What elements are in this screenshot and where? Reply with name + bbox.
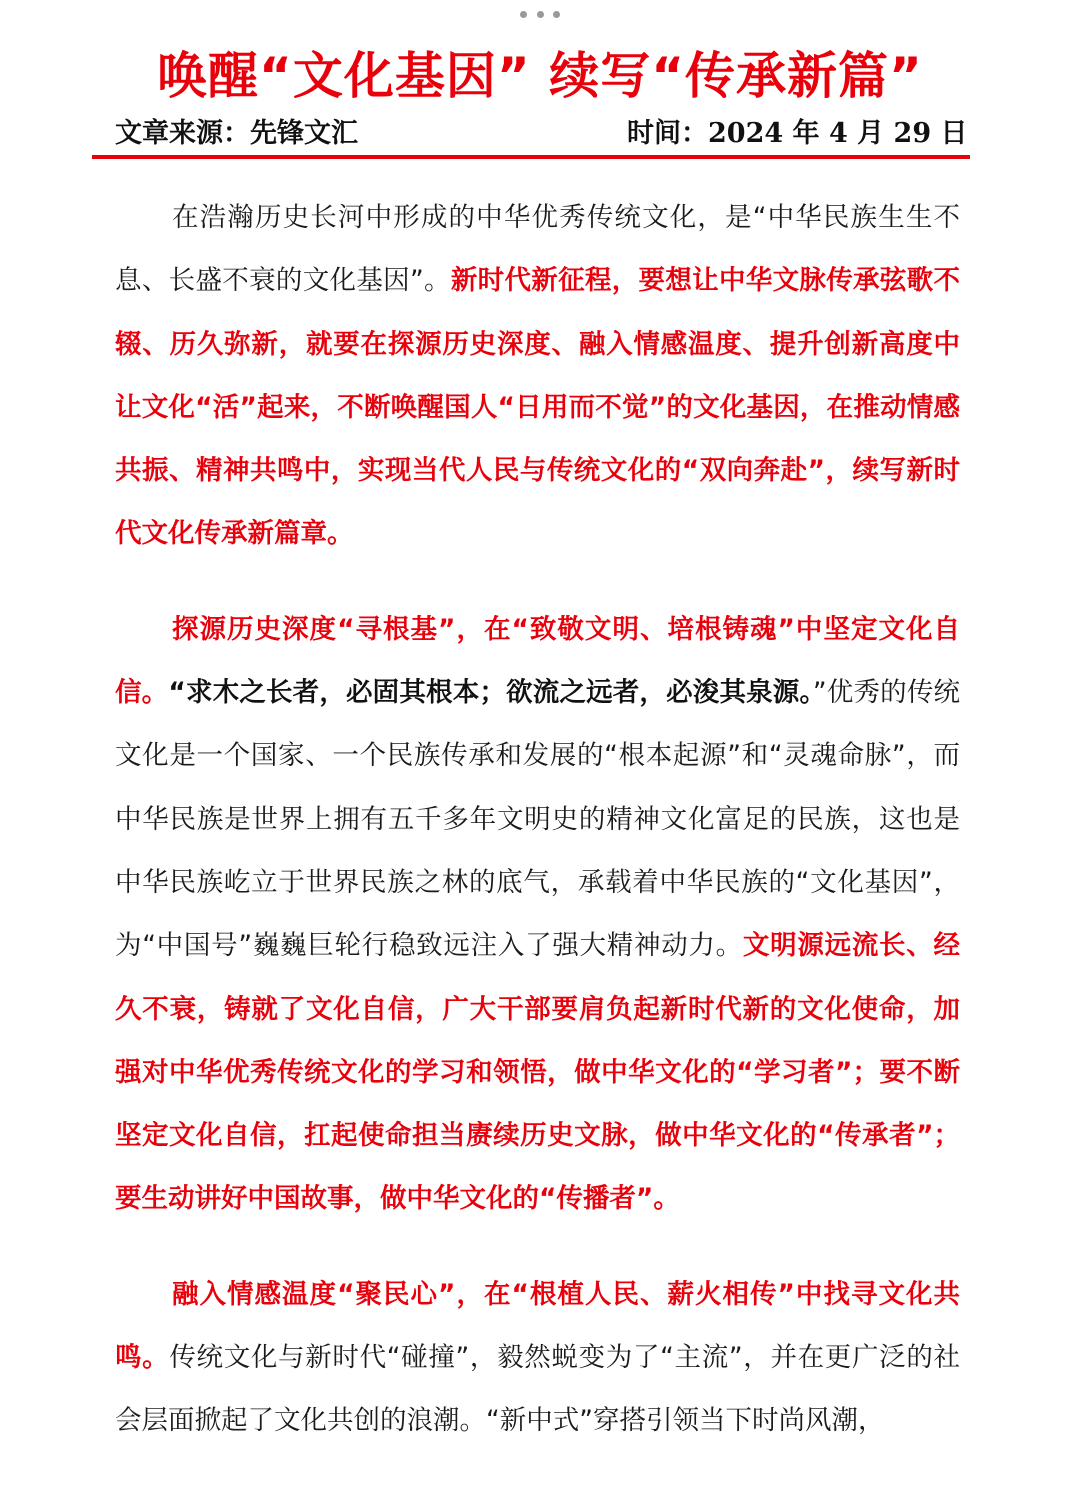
dot xyxy=(553,11,560,18)
paragraph-2 xyxy=(115,598,960,1231)
article-title: 唤醒“文化基因” 续写“传承新篇” xyxy=(157,47,923,105)
paragraph-2-quote: “求木之长者，必固其根本；欲流之远者，必浚其泉源。 xyxy=(168,677,813,709)
paragraph-3-body: 传统文化与新时代“碰撞”，毅然蜕变为了“主流”，并在更广泛的社会层面掀起了文化共创的浪潮。“新中式”穿搭引领当下时尚风潮， xyxy=(115,1342,961,1437)
article-date: 时间：2024 年 4 月 29 日 xyxy=(627,118,968,149)
dot xyxy=(537,11,544,18)
paragraph-3-heading: 融入情感温度“聚民心”，在“根植人民、薪火相传”中找寻文化共鸣。 xyxy=(115,1278,960,1374)
paragraph-2-highlight: 文明源远流长、经久不衰，铸就了文化自信，广大干部要肩负起新时代新的文化使命，加强对中华优秀传统文化的学习和领悟，做中华文化的“学习者”；要不断坚定文化自信，扛起使命担当赓续历史文脉，做中华文化的“传承者”；要生动讲好中国故事，做中华文化的“传播者”。 xyxy=(115,930,960,1215)
paragraph-1-intro: 在浩瀚历史长河中形成的中华优秀传统文化，是“中华民族生生不息、长盛不衰的文化基因”。 xyxy=(115,202,960,297)
article-body xyxy=(115,186,960,1485)
paragraph-2-heading: 探源历史深度“寻根基”，在“致敬文明、培根铸魂”中坚定文化自信。 xyxy=(115,613,960,709)
more-dots-icon[interactable] xyxy=(520,8,560,20)
article-source: 文章来源：先锋文汇 xyxy=(115,118,358,149)
dot xyxy=(520,11,527,18)
paragraph-2-body: ”优秀的传统文化是一个国家、一个民族传承和发展的“根本起源”和“灵魂命脉”，而中华民族是世界上拥有五千多年文明史的精神文化富足的民族，这也是中华民族屹立于世界民族之林的底气，承载着中华民族的“文化基因”，为“中国号”巍巍巨轮行稳致远注入了强大精神动力。 xyxy=(115,677,961,962)
header-divider xyxy=(92,155,970,159)
paragraph-1 xyxy=(115,186,960,566)
paragraph-1-highlight: 新时代新征程，要想让中华文脉传承弦歌不辍、历久弥新，就要在探源历史深度、融入情感温度、提升创新高度中让文化“活”起来，不断唤醒国人“日用而不觉”的文化基因，在推动情感共振、精神共鸣中，实现当代人民与传统文化的“双向奔赴”，续写新时代文化传承新篇章。 xyxy=(115,265,960,550)
paragraph-3 xyxy=(115,1263,960,1453)
article-meta xyxy=(115,114,968,154)
